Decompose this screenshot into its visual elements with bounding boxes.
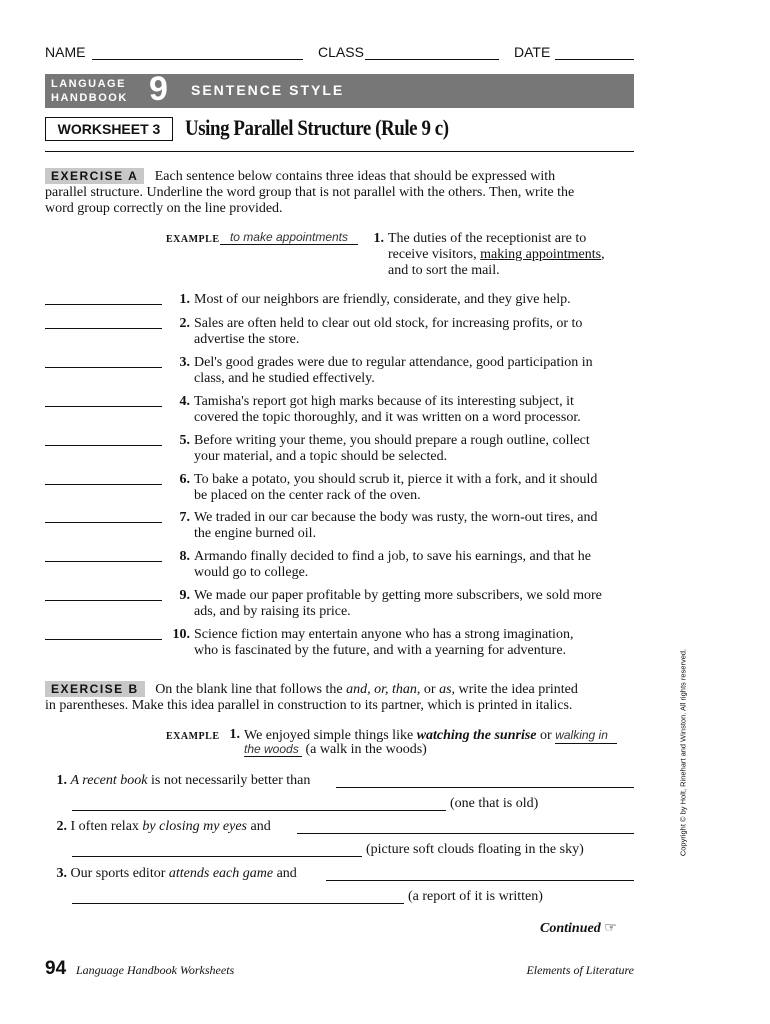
item-italic: A recent book — [70, 773, 148, 788]
answer-blank[interactable] — [45, 367, 162, 368]
item-number: 1. — [56, 773, 67, 788]
item-line-2: ads, and by raising its price. — [194, 604, 351, 619]
item-number: 8. — [179, 549, 190, 564]
example-line-2b: , — [601, 247, 605, 262]
item-line-2: covered the topic thoroughly, and it was written on a word processor. — [194, 410, 581, 425]
page-number: 94 — [45, 958, 67, 979]
item-italic: by closing my eyes — [142, 819, 247, 834]
item-rest: is not necessarily better than — [147, 773, 311, 788]
example-line-1: The duties of the receptionist are to — [388, 231, 587, 246]
item-line-1: We made our paper profitable by getting more subscribers, we sold more — [194, 588, 602, 603]
example-b-paren: (a walk in the woods) — [302, 742, 427, 757]
banner-line1: LANGUAGE — [51, 78, 126, 90]
item-rest: and — [273, 866, 297, 881]
pointing-hand-icon: ☞ — [604, 921, 617, 936]
parenthetical-idea: (a report of it is written) — [408, 889, 543, 904]
example-b-answer-1: walking in — [555, 727, 617, 744]
item-number: 7. — [179, 510, 190, 525]
footer-book-title: Language Handbook Worksheets — [76, 963, 235, 977]
answer-blank[interactable] — [45, 328, 162, 329]
copyright-notice — [676, 640, 690, 870]
exercise-a-label: EXERCISE A — [45, 168, 144, 184]
example-b-number: 1. — [229, 727, 240, 742]
answer-blank[interactable] — [45, 445, 162, 446]
footer-series: Elements of Literature — [526, 963, 634, 977]
item-line-2: the engine burned oil. — [194, 526, 317, 541]
item-pre: I often relax — [70, 819, 143, 834]
date-field[interactable] — [555, 45, 634, 60]
example-line-2a: receive visitors, — [388, 247, 481, 262]
exercise-a-text-2: parallel structure. Underline the word group that is not parallel with the others. Then, write the — [45, 185, 575, 200]
item-pre: Our sports editor — [70, 866, 169, 881]
example-underlined: making appointments — [480, 247, 602, 262]
item-number: 9. — [179, 588, 190, 603]
continued-label — [540, 920, 617, 937]
parenthetical-idea: (picture soft clouds floating in the sky) — [366, 842, 584, 857]
answer-blank[interactable] — [45, 561, 162, 562]
answer-blank[interactable] — [45, 639, 162, 640]
item-line-2: would go to college. — [194, 565, 309, 580]
answer-line-continued[interactable] — [72, 903, 404, 904]
answer-blank[interactable] — [45, 304, 162, 305]
answer-blank[interactable] — [45, 600, 162, 601]
banner-line2: HANDBOOK — [51, 92, 128, 104]
answer-blank[interactable] — [45, 522, 162, 523]
item-line-2: your material, and a topic should be selected. — [194, 449, 448, 464]
exercise-b-instructions — [45, 681, 635, 714]
example-label-b: EXAMPLE — [166, 731, 220, 742]
example-b-answer-2: the woods — [244, 742, 302, 757]
item-line-1: Before writing your theme, you should prepare a rough outline, collect — [194, 433, 590, 448]
answer-line[interactable] — [326, 880, 634, 881]
item-line-1: We traded in our car because the body was rusty, the worn-out tires, and — [194, 510, 598, 525]
exercise-b-text-1i: and, or, than, — [346, 682, 421, 697]
example-answer-a: to make appointments — [220, 230, 358, 245]
item-line-1: To bake a potato, you should scrub it, pierce it with a fork, and it should — [194, 472, 598, 487]
answer-line-continued[interactable] — [72, 810, 446, 811]
exercise-a-instructions — [45, 168, 635, 217]
exercise-a-text-3: word group correctly on the line provided. — [45, 201, 283, 216]
example-b-italic: watching the sunrise — [416, 728, 537, 743]
exercise-b-text-1a: On the blank line that follows the — [155, 682, 347, 697]
answer-line[interactable] — [297, 833, 634, 834]
answer-line[interactable] — [336, 787, 634, 788]
example-b-text-b: or — [536, 728, 556, 743]
item-line-1: Most of our neighbors are friendly, considerate, and they give help. — [194, 292, 571, 307]
item-line-2: advertise the store. — [194, 332, 300, 347]
chapter-title: SENTENCE STYLE — [191, 82, 345, 98]
item-line-1: Sales are often held to clear out old stock, for increasing profits, or to — [194, 316, 583, 331]
exercise-b-text-1c: as, — [439, 682, 456, 697]
answer-blank[interactable] — [45, 484, 162, 485]
item-rest: and — [247, 819, 271, 834]
example-label-a: EXAMPLE — [166, 234, 220, 245]
exercise-b-item — [45, 773, 310, 789]
item-number: 3. — [56, 866, 67, 881]
continued-text: Continued — [540, 921, 601, 936]
item-line-1: Del's good grades were due to regular attendance, good participation in — [194, 355, 593, 370]
date-label: DATE — [514, 44, 551, 60]
answer-blank[interactable] — [45, 406, 162, 407]
item-number: 4. — [179, 394, 190, 409]
item-line-1: Armando finally decided to find a job, to save his earnings, and that he — [194, 549, 591, 564]
exercise-b-text-2: in parentheses. Make this idea parallel in construction to its partner, which is printed in italics. — [45, 698, 573, 713]
item-line-1: Tamisha's report got high marks because of its interesting subject, it — [194, 394, 574, 409]
item-number: 1. — [179, 292, 190, 307]
item-number: 5. — [179, 433, 190, 448]
exercise-a-text-1: Each sentence below contains three ideas that should be expressed with — [154, 169, 556, 184]
worksheet-title: Using Parallel Structure (Rule 9 c) — [185, 115, 449, 140]
item-line-2: who is fascinated by the future, and with a yearning for adventure. — [194, 643, 567, 658]
copyright-text: Copyright © by Holt, Rinehart and Winston. All rights reserved. — [678, 648, 688, 857]
name-field[interactable] — [92, 45, 303, 60]
parenthetical-idea: (one that is old) — [450, 796, 539, 811]
item-number: 6. — [179, 472, 190, 487]
name-label: NAME — [45, 44, 86, 60]
item-number: 2. — [56, 819, 67, 834]
item-line-1: Science fiction may entertain anyone who has a strong imagination, — [194, 627, 574, 642]
title-divider — [45, 151, 634, 152]
banner-label — [51, 77, 128, 105]
class-label: CLASS — [318, 44, 364, 60]
item-number: 10. — [172, 627, 190, 642]
exercise-b-item — [45, 866, 297, 882]
item-number: 2. — [179, 316, 190, 331]
example-b-text-a: We enjoyed simple things like — [244, 728, 417, 743]
item-italic: attends each game — [168, 866, 274, 881]
class-field[interactable] — [365, 45, 499, 60]
example-b-line-2 — [244, 742, 427, 758]
answer-line-continued[interactable] — [72, 856, 362, 857]
worksheet-label: WORKSHEET 3 — [45, 117, 173, 141]
example-line-3: and to sort the mail. — [388, 263, 500, 278]
example-number: 1. — [373, 231, 384, 246]
item-number: 3. — [179, 355, 190, 370]
exercise-b-text-1d: write the idea printed — [455, 682, 578, 697]
exercise-b-label: EXERCISE B — [45, 681, 145, 697]
exercise-b-text-1b: or — [420, 682, 440, 697]
exercise-b-item — [45, 819, 271, 835]
chapter-banner — [45, 70, 634, 108]
item-line-2: class, and he studied effectively. — [194, 371, 375, 386]
item-line-2: be placed on the center rack of the oven. — [194, 488, 421, 503]
chapter-number: 9 — [149, 70, 168, 108]
